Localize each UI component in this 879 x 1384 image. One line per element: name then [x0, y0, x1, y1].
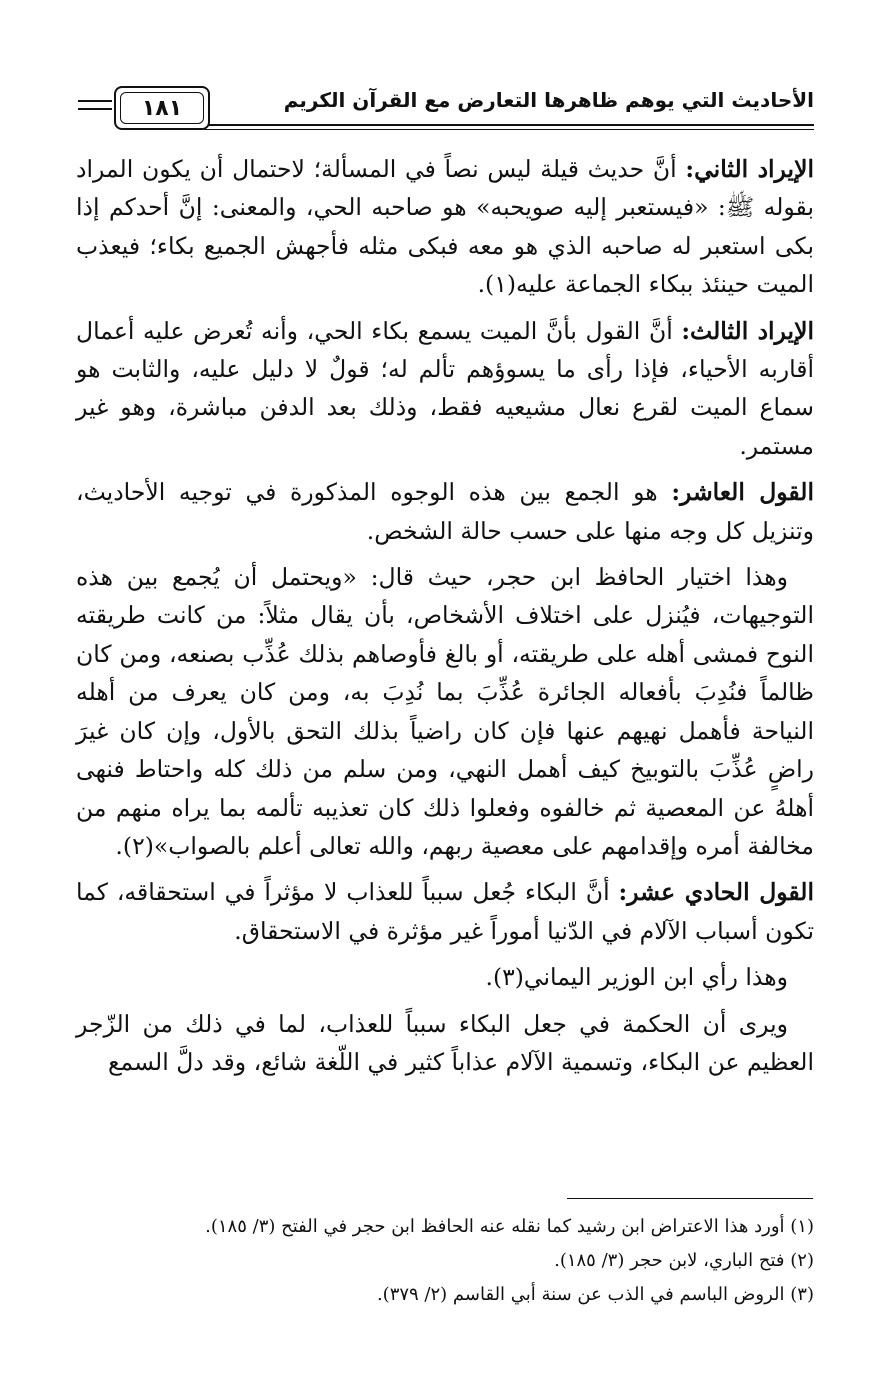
page-header	[78, 82, 814, 136]
page-number-frame	[114, 86, 210, 130]
paragraph-ibn-hajar-quote: وهذا اختيار الحافظ ابن حجر، حيث قال: «ويحتمل أن يُجمع بين هذه التوجيهات، فيُنزل على اختلاف الأشخاص، بأن يقال مثلاً: من كانت طريقته النوح فمشى أهله على طريقته، أو بالغ فأوصاهم بذلك عُذِّب بصنعه، ومن كان ظالماً فنُدِبَ بأفعاله الجائرة عُذِّبَ بما نُدِبَ به، ومن كان يعرف من أهله النياحة فأهمل نهيهم عنها فإن كان راضياً بذلك التحق بالأول، وإن كان غيرَ راضٍ عُذِّبَ بالتوبيخ كيف أهمل النهي، ومن سلم من ذلك كله واحتاط فنهى أهلهُ عن المعصية ثم خالفوه وفعلوا ذلك كان تعذيبه تألمه بما يراه منهم من مخالفة أمره وإقدامهم على معصية ربهم، والله تعالى أعلم بالصواب»(٢).	[76, 563, 814, 860]
paragraph-label: القول العاشر:	[671, 478, 814, 507]
footnote-2: (٢) فتح الباري، لابن حجر (٣/ ١٨٥).	[554, 1250, 814, 1271]
paragraph-text: هو الجمع بين هذه الوجوه المذكورة في توجيه الأحاديث، وتنزيل كل وجه منها على حسب حالة الشخص.	[76, 478, 814, 545]
paragraph-wisdom: ويرى أن الحكمة في جعل البكاء سبباً للعذاب، لما في ذلك من الزّجر العظيم عن البكاء، وتسمية الآلام عذاباً كثير في اللّغة شائع، وقد دلَّ السمع	[76, 1009, 814, 1076]
paragraph-tenth-opinion	[76, 473, 814, 550]
header-left-rule-bottom	[78, 108, 112, 110]
footnote-1: (١) أورد هذا الاعتراض ابن رشيد كما نقله عنه الحافظ ابن حجر في الفتح (٣/ ١٨٥).	[205, 1216, 814, 1237]
main-text	[76, 150, 814, 1089]
paragraph-text: أنَّ القول بأنَّ الميت يسمع بكاء الحي، وأنه تُعرض عليه أعمال أقاربه الأحياء، فإذا رأى ما يسوؤهم تألم له؛ قولٌ لا دليل عليه، والثابت هو سماع الميت لقرع نعال مشيعيه فقط، وذلك بعد الدفن مباشرة، وهو غير مستمر.	[76, 316, 814, 460]
paragraph-text: أنَّ البكاء جُعل سبباً للعذاب لا مؤثراً في استحقاقه، كما تكون أسباب الآلام في الدّنيا أموراً غير مؤثرة في الاستحقاق.	[76, 878, 814, 945]
paragraph-ibn-alwazir: وهذا رأي ابن الوزير اليماني(٣).	[485, 963, 788, 992]
page-number: ١٨١	[120, 92, 204, 124]
paragraph-second-objection	[76, 150, 814, 304]
paragraph-text: أنَّ حديث قيلة ليس نصاً في المسألة؛ لاحتمال أن يكون المراد بقوله ﷺ: «فيستعبر إليه صويحبه» هو صاحبه الحي، والمعنى: إنَّ أحدكم إذا بكى استعبر له صاحبه الذي هو معه فبكى مثله فأجهش الجميع بكاء؛ فيعذب الميت حينئذ ببكاء الجماعة عليه(١).	[76, 155, 814, 299]
paragraph-label: الإيراد الثالث:	[681, 316, 814, 345]
paragraph-eleventh-opinion	[76, 873, 814, 950]
footnote-3: (٣) الروض الباسم في الذب عن سنة أبي القاسم (٢/ ٣٧٩).	[376, 1284, 814, 1305]
paragraph-label: الإيراد الثاني:	[685, 155, 814, 183]
header-rule	[204, 124, 814, 130]
running-title: الأحاديث التي يوهم ظاهرها التعارض مع القرآن الكريم	[283, 88, 814, 112]
footnote-separator	[567, 1198, 813, 1199]
paragraph-third-objection	[76, 312, 814, 466]
paragraph-label: القول الحادي عشر:	[618, 878, 814, 907]
header-left-rule-top	[78, 100, 112, 102]
footnotes	[76, 1210, 814, 1312]
